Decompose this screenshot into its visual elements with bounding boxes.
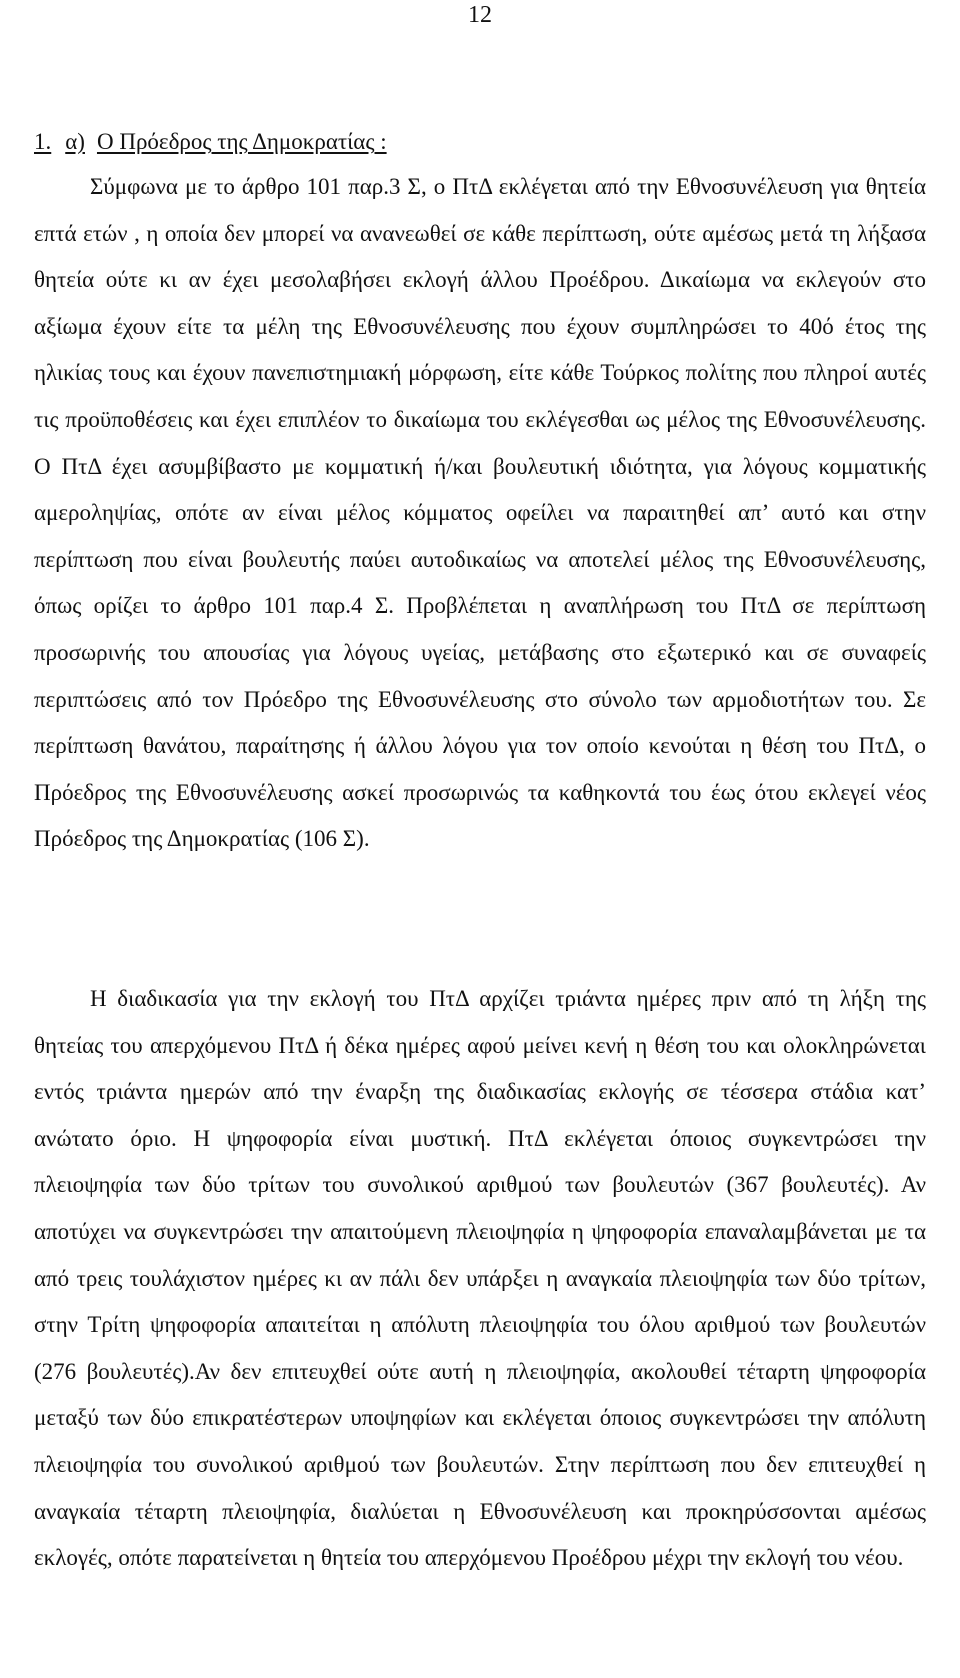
section-title: Ο Πρόεδρος της Δημοκρατίας : [96, 129, 387, 154]
section-heading [34, 127, 387, 157]
page-number: 12 [468, 2, 492, 28]
paragraph-election-procedure [34, 976, 926, 1582]
paragraph-text: Η διαδικασία για την εκλογή του ΠτΔ αρχίζει τριάντα ημέρες πριν από τη λήξη της θητείας του απερχόμενου ΠτΔ ή δέκα ημέρες αφού μείνει κενή η θέση του και ολοκληρώνεται εντός τριάντα ημερών από την έναρξη της διαδικασίας εκλογής σε τέσσερα στάδια κατ’ ανώτατο όριο. Η ψηφοφορία είναι μυστική. ΠτΔ εκλέγεται όποιος συγκεντρώσει την πλειοψηφία των δύο τρίτων του συνολικού αριθμού των βουλευτών (367 βουλευτές). Αν αποτύχει να συγκεντρώσει την απαιτούμενη πλειοψηφία η ψηφοφορία επαναλαμβάνεται με τα από τρεις τουλάχιστον ημέρες κι αν πάλι δεν υπάρξει η αναγκαία πλειοψηφία των δύο τρίτων, στην Τρίτη ψηφοφορία απαιτείται η απόλυτη πλειοψηφία του όλου αριθμού των βουλευτών (276 βουλευτές).Αν δεν επιτευχθεί ούτε αυτή η πλειοψηφία, ακολουθεί τέταρτη ψηφοφορία μεταξύ των δύο επικρατέστερων υποψηφίων και εκλέγεται όποιος συγκεντρώσει την απόλυτη πλειοψηφία του συνολικού αριθμού των βουλευτών. Στην περίπτωση που δεν επιτευχθεί η αναγκαία τέταρτη πλειοψηφία, διαλύεται η Εθνοσυνέλευση και προκηρύσσονται αμέσως εκλογές, οπότε παρατείνεται η θητεία του απερχόμενου Προέδρου μέχρι την εκλογή του νέου. [34, 986, 926, 1571]
section-label: α) [65, 129, 85, 154]
paragraph-president-election-rules [34, 164, 926, 863]
paragraph-text: Σύμφωνα με το άρθρο 101 παρ.3 Σ, ο ΠτΔ εκλέγεται από την Εθνοσυνέλευση για θητεία επτά ετών , η οποία δεν μπορεί να ανανεωθεί σε κάθε περίπτωση, ούτε αμέσως μετά τη λήξασα θητεία ούτε κι αν έχει μεσολαβήσει εκλογή άλλου Προέδρου. Δικαίωμα να εκλεγούν στο αξίωμα έχουν είτε τα μέλη της Εθνοσυνέλευσης που έχουν συμπληρώσει το 40ό έτος της ηλικίας τους και έχουν πανεπιστημιακή μόρφωση, είτε κάθε Τούρκος πολίτης που πληροί αυτές τις προϋποθέσεις και έχει επιπλέον το δικαίωμα του εκλέγεσθαι ως μέλος της Εθνοσυνέλευσης. Ο ΠτΔ έχει ασυμβίβαστο με κομματική ή/και βουλευτική ιδιότητα, για λόγους κομματικής αμεροληψίας, οπότε αν είναι μέλος κόμματος οφείλει να παραιτηθεί απ’ αυτό και στην περίπτωση που είναι βουλευτής παύει αυτοδικαίως να αποτελεί μέλος της Εθνοσυνέλευσης, όπως ορίζει το άρθρο 101 παρ.4 Σ. Προβλέπεται η αναπλήρωση του ΠτΔ σε περίπτωση προσωρινής του απουσίας για λόγους υγείας, μετάβασης στο εξωτερικό και σε συναφείς περιπτώσεις από τον Πρόεδρο της Εθνοσυνέλευσης στο σύνολο των αρμοδιοτήτων του. Σε περίπτωση θανάτου, παραίτησης ή άλλου λόγου για τον οποίο κενούται η θέση του ΠτΔ, ο Πρόεδρος της Εθνοσυνέλευσης ασκεί προσωρινώς τα καθηκοντά του έως ότου εκλεγεί νέος Πρόεδρος της Δημοκρατίας (106 Σ). [34, 174, 926, 852]
section-number: 1. [34, 129, 52, 154]
